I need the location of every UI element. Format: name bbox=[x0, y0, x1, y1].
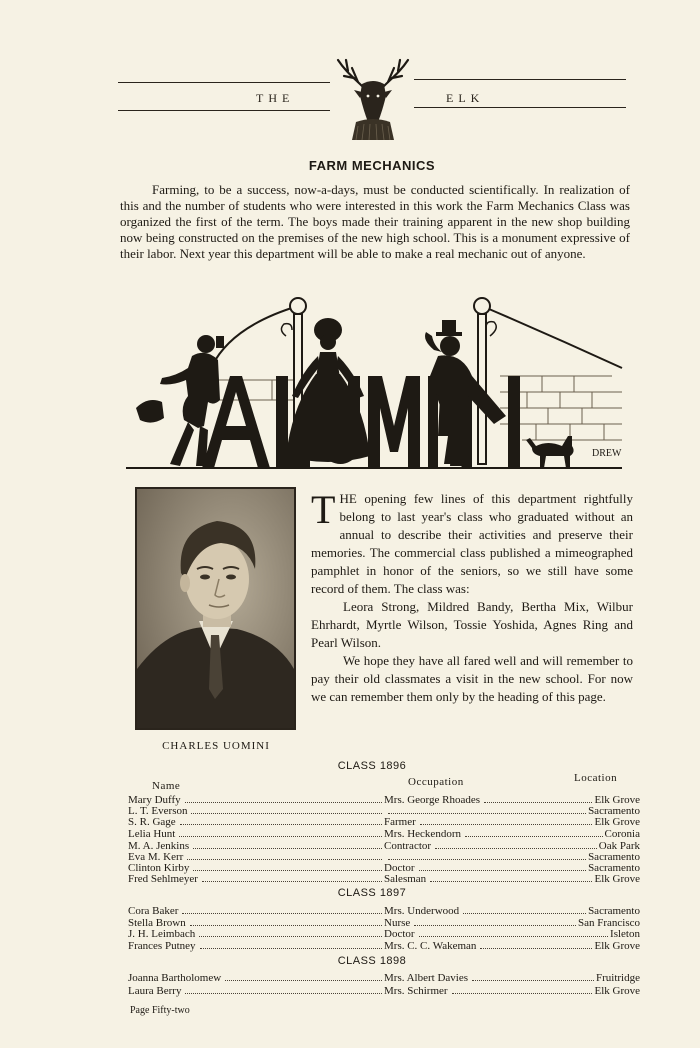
table-row bbox=[128, 985, 640, 997]
alumnus-occupation: Mrs. Heckendorn bbox=[384, 828, 461, 840]
leader-dots-1 bbox=[190, 925, 382, 926]
table-row bbox=[128, 940, 640, 952]
alumnus-occupation: Farmer bbox=[384, 816, 416, 828]
table-row bbox=[128, 816, 640, 828]
table-row bbox=[128, 828, 640, 840]
leader-dots-2 bbox=[463, 913, 586, 914]
alumni-illustration bbox=[122, 296, 630, 478]
alumnus-location: Sacramento bbox=[588, 905, 640, 917]
alumni-paragraph-2: Leora Strong, Mildred Bandy, Bertha Mix, Wilbur Ehrhardt, Myrtle Wilson, Tossie Yoshida, Agnes Ring and Pearl Wilson. bbox=[311, 599, 633, 650]
leader-dots-1 bbox=[185, 802, 382, 803]
alumnus-name: Laura Berry bbox=[128, 985, 182, 997]
alumnus-name: M. A. Jenkins bbox=[128, 840, 190, 852]
alumnus-location: Sacramento bbox=[588, 862, 640, 874]
header-rule-top-left bbox=[118, 82, 330, 83]
alumnus-name: Lelia Hunt bbox=[128, 828, 176, 840]
farm-mechanics-body: Farming, to be a success, now-a-days, must be conducted scientifically. In realization of this and the number of students who were interested in this work the Farm Mechanics Class was organized the first of the term. The boys made their training apparent in the new shop building now being constructed on the premises of the new high school. This is a monument expressive of their labor. Next year this department will be able to make a real mechanic out of anyone. bbox=[120, 182, 630, 261]
leader-dots-2 bbox=[388, 859, 586, 860]
alumni-paragraph-1 bbox=[311, 487, 633, 598]
portrait-photo bbox=[135, 487, 296, 730]
header-rule-top-right bbox=[414, 79, 626, 80]
leader-dots-2 bbox=[419, 870, 586, 871]
table-row bbox=[128, 873, 640, 885]
alumnus-name: Eva M. Kerr bbox=[128, 851, 184, 863]
leader-dots-2 bbox=[452, 993, 592, 994]
leader-dots-1 bbox=[191, 813, 382, 814]
leader-dots-2 bbox=[435, 848, 597, 849]
table-row bbox=[128, 972, 640, 984]
alumnus-location: Elk Grove bbox=[594, 794, 640, 806]
leader-dots-1 bbox=[193, 870, 382, 871]
alumnus-occupation: Mrs. George Rhoades bbox=[384, 794, 481, 806]
leader-dots-2 bbox=[472, 980, 594, 981]
alumnus-occupation: Contractor bbox=[384, 840, 432, 852]
class-heading: CLASS 1897 bbox=[337, 887, 407, 899]
alumnus-location: Coronia bbox=[604, 828, 640, 840]
alumnus-name: J. H. Leimbach bbox=[128, 928, 196, 940]
class-heading: CLASS 1896 bbox=[337, 760, 407, 772]
column-header-occupation: Occupation bbox=[408, 776, 464, 788]
leader-dots-2 bbox=[420, 824, 592, 825]
alumnus-occupation: Doctor bbox=[384, 928, 415, 940]
alumnus-location: Sacramento bbox=[588, 805, 640, 817]
leader-dots-1 bbox=[193, 848, 382, 849]
alumnus-location: Sacramento bbox=[588, 851, 640, 863]
alumni-paragraph-1-text: HE opening few lines of this department rightfully belong to last year's class who graduated without an annual to describe their activities and preserve their memories. The commercial class published a mimeographed pamphlet in honor of the seniors, so we still have some record of them. The class was: bbox=[311, 491, 633, 596]
leader-dots-1 bbox=[182, 913, 382, 914]
alumnus-name: Fred Sehlmeyer bbox=[128, 873, 198, 885]
leader-dots-1 bbox=[179, 836, 382, 837]
header-rule-bottom-left bbox=[118, 110, 330, 111]
leader-dots-2 bbox=[484, 802, 592, 803]
leader-dots-2 bbox=[465, 836, 603, 837]
alumnus-location: Elk Grove bbox=[594, 940, 640, 952]
column-header-name: Name bbox=[152, 780, 181, 792]
leader-dots-2 bbox=[419, 936, 608, 937]
alumnus-name: L. T. Everson bbox=[128, 805, 188, 817]
leader-dots-1 bbox=[199, 936, 382, 937]
column-header-location: Location bbox=[574, 772, 618, 784]
alumnus-name: Mary Duffy bbox=[128, 794, 181, 806]
artist-signature: DREW bbox=[592, 448, 622, 459]
dropcap-letter: T bbox=[311, 487, 336, 532]
leader-dots-1 bbox=[225, 980, 382, 981]
table-row bbox=[128, 928, 640, 940]
page-number: Page Fifty-two bbox=[130, 1005, 190, 1016]
table-row bbox=[128, 905, 640, 917]
header-rule-bottom-right bbox=[414, 107, 626, 108]
alumnus-location: Elk Grove bbox=[594, 816, 640, 828]
alumnus-location: Elk Grove bbox=[594, 985, 640, 997]
portrait-caption: CHARLES UOMINI bbox=[162, 740, 270, 752]
class-heading: CLASS 1898 bbox=[337, 955, 407, 967]
leader-dots-2 bbox=[480, 948, 592, 949]
header-right-word: ELK bbox=[446, 91, 485, 105]
leader-dots-1 bbox=[180, 824, 382, 825]
alumnus-location: Fruitridge bbox=[596, 972, 640, 984]
alumni-paragraph-3: We hope they have all fared well and will remember to pay their old classmates a visit in the new school. For now we can remember them only by the heading of this page. bbox=[311, 653, 633, 704]
alumnus-location: Isleton bbox=[610, 928, 640, 940]
leader-dots-1 bbox=[187, 859, 382, 860]
leader-dots-2 bbox=[430, 881, 592, 882]
alumnus-occupation: Mrs. C. C. Wakeman bbox=[384, 940, 477, 952]
alumnus-occupation: Salesman bbox=[384, 873, 427, 885]
leader-dots-2 bbox=[388, 813, 586, 814]
alumni-text bbox=[311, 487, 633, 706]
leader-dots-1 bbox=[202, 881, 382, 882]
portrait-image bbox=[137, 489, 294, 728]
elk-head-icon bbox=[332, 56, 414, 140]
alumnus-occupation: Mrs. Schirmer bbox=[384, 985, 448, 997]
alumnus-name: Frances Putney bbox=[128, 940, 196, 952]
header-left-word: THE bbox=[256, 91, 295, 105]
alumnus-name: S. R. Gage bbox=[128, 816, 176, 828]
alumnus-occupation: Mrs. Underwood bbox=[384, 905, 460, 917]
alumnus-name: Clinton Kirby bbox=[128, 862, 190, 874]
leader-dots-1 bbox=[185, 993, 382, 994]
alumnus-name: Joanna Bartholomew bbox=[128, 972, 222, 984]
leader-dots-2 bbox=[414, 925, 576, 926]
alumnus-location: San Francisco bbox=[577, 917, 640, 929]
silhouette-dog bbox=[526, 436, 574, 468]
leader-dots-1 bbox=[200, 948, 382, 949]
alumnus-name: Cora Baker bbox=[128, 905, 179, 917]
alumnus-occupation: Mrs. Albert Davies bbox=[384, 972, 469, 984]
farm-mechanics-title: FARM MECHANICS bbox=[308, 158, 436, 173]
alumnus-occupation: Nurse bbox=[384, 917, 411, 929]
alumnus-location: Elk Grove bbox=[594, 873, 640, 885]
alumnus-occupation: Doctor bbox=[384, 862, 415, 874]
alumnus-location: Oak Park bbox=[598, 840, 640, 852]
alumnus-name: Stella Brown bbox=[128, 917, 186, 929]
